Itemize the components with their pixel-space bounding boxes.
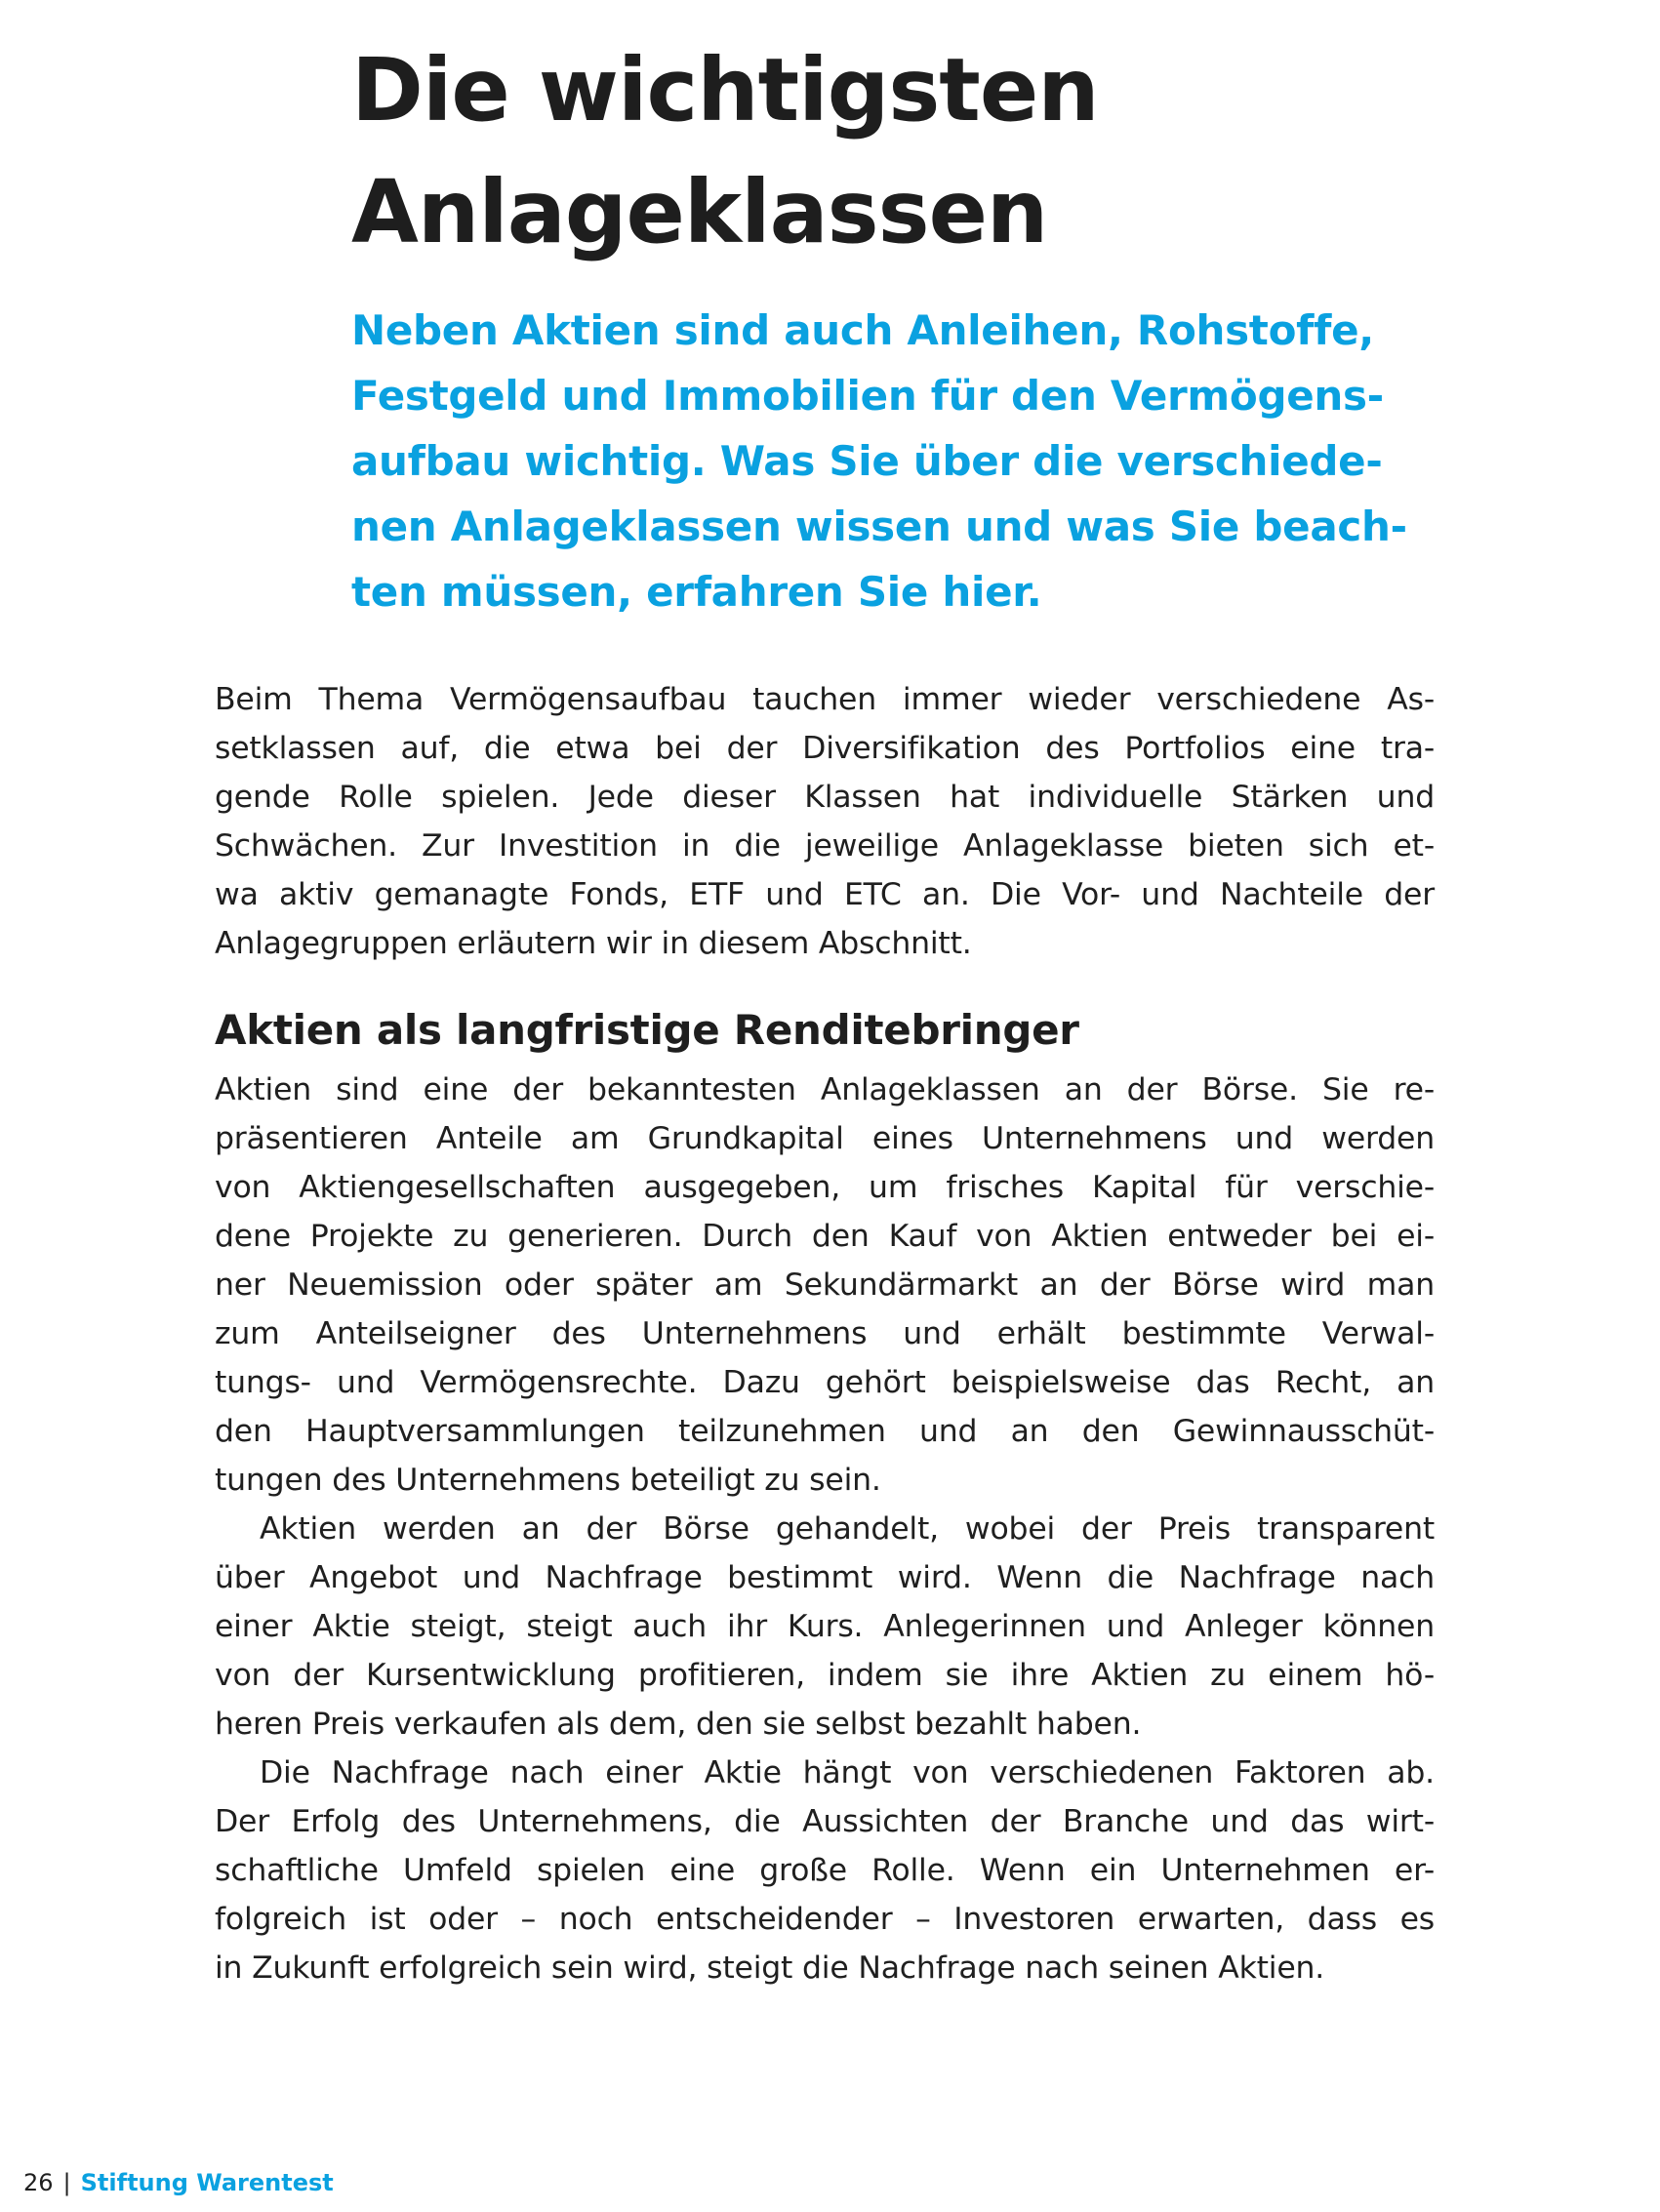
title-line: Anlageklassen: [351, 161, 1048, 262]
text-line: schaftliche Umfeld spielen eine große Rolle. Wenn ein Unternehmen er-: [215, 1853, 1435, 1888]
section-body: [215, 1066, 1435, 1992]
text-line: präsentieren Anteile am Grundkapital eines Unternehmens und werden: [215, 1121, 1435, 1156]
text-line: Schwächen. Zur Investition in die jeweilige Anlageklasse bieten sich et-: [215, 828, 1435, 864]
text-line: in Zukunft erfolgreich sein wird, steigt die Nachfrage nach seinen Aktien.: [215, 1951, 1325, 1986]
aktien-paragraph-1: [215, 1066, 1435, 1505]
text-line: von Aktiengesellschaften ausgegeben, um frisches Kapital für verschie-: [215, 1170, 1435, 1205]
lead-line: ten müssen, erfahren Sie hier.: [351, 568, 1042, 616]
text-line: Anlagegruppen erläutern wir in diesem Abschnitt.: [215, 926, 972, 961]
text-line: dene Projekte zu generieren. Durch den Kauf von Aktien entweder bei ei-: [215, 1219, 1435, 1254]
text-line: Die Nachfrage nach einer Aktie hängt von verschiedenen Faktoren ab.: [260, 1755, 1435, 1790]
text-line: wa aktiv gemanagte Fonds, ETF und ETC an. Die Vor- und Nachteile der: [215, 877, 1435, 912]
section-heading: Aktien als langfristige Renditebringer: [215, 1006, 1079, 1054]
page-number: 26: [23, 2169, 54, 2196]
publisher-name: Stiftung Warentest: [80, 2169, 334, 2196]
text-line: über Angebot und Nachfrage bestimmt wird. Wenn die Nachfrage nach: [215, 1560, 1435, 1595]
text-line: heren Preis verkaufen als dem, den sie selbst bezahlt haben.: [215, 1707, 1142, 1742]
lead-line: aufbau wichtig. Was Sie über die verschiede-: [351, 437, 1383, 485]
text-line: Beim Thema Vermögensaufbau tauchen immer wieder verschiedene As-: [215, 682, 1435, 717]
lead-line: Neben Aktien sind auch Anleihen, Rohstoffe,: [351, 306, 1374, 354]
text-line: gende Rolle spielen. Jede dieser Klassen hat individuelle Stärken und: [215, 780, 1435, 815]
page-footer: [23, 2168, 334, 2197]
text-line: ner Neuemission oder später am Sekundärmarkt an der Börse wird man: [215, 1267, 1435, 1303]
footer-separator: |: [62, 2169, 71, 2196]
title-line: Die wichtigsten: [351, 39, 1099, 141]
text-line: einer Aktie steigt, steigt auch ihr Kurs. Anlegerinnen und Anleger können: [215, 1609, 1435, 1644]
aktien-paragraph-3: [215, 1749, 1435, 1992]
text-line: zum Anteilseigner des Unternehmens und erhält bestimmte Verwal-: [215, 1316, 1435, 1351]
text-line: tungs- und Vermögensrechte. Dazu gehört beispielsweise das Recht, an: [215, 1365, 1435, 1400]
text-line: Der Erfolg des Unternehmens, die Aussichten der Branche und das wirt-: [215, 1804, 1435, 1839]
text-line: von der Kursentwicklung profitieren, indem sie ihre Aktien zu einem hö-: [215, 1658, 1435, 1693]
text-line: setklassen auf, die etwa bei der Diversifikation des Portfolios eine tra-: [215, 731, 1435, 766]
text-line: folgreich ist oder – noch entscheidender – Investoren erwarten, dass es: [215, 1902, 1435, 1937]
aktien-paragraph-2: [215, 1505, 1435, 1749]
lead-paragraph: [351, 298, 1444, 624]
text-line: tungen des Unternehmens beteiligt zu sein.: [215, 1463, 881, 1498]
text-line: Aktien werden an der Börse gehandelt, wobei der Preis transparent: [260, 1511, 1435, 1547]
text-line: Aktien sind eine der bekanntesten Anlageklassen an der Börse. Sie re-: [215, 1072, 1435, 1107]
lead-line: Festgeld und Immobilien für den Vermögens-: [351, 372, 1384, 420]
page-title: [351, 29, 1522, 273]
lead-line: nen Anlageklassen wissen und was Sie beach-: [351, 503, 1407, 550]
intro-paragraph: [215, 675, 1435, 968]
text-line: den Hauptversammlungen teilzunehmen und an den Gewinnausschüt-: [215, 1414, 1435, 1449]
